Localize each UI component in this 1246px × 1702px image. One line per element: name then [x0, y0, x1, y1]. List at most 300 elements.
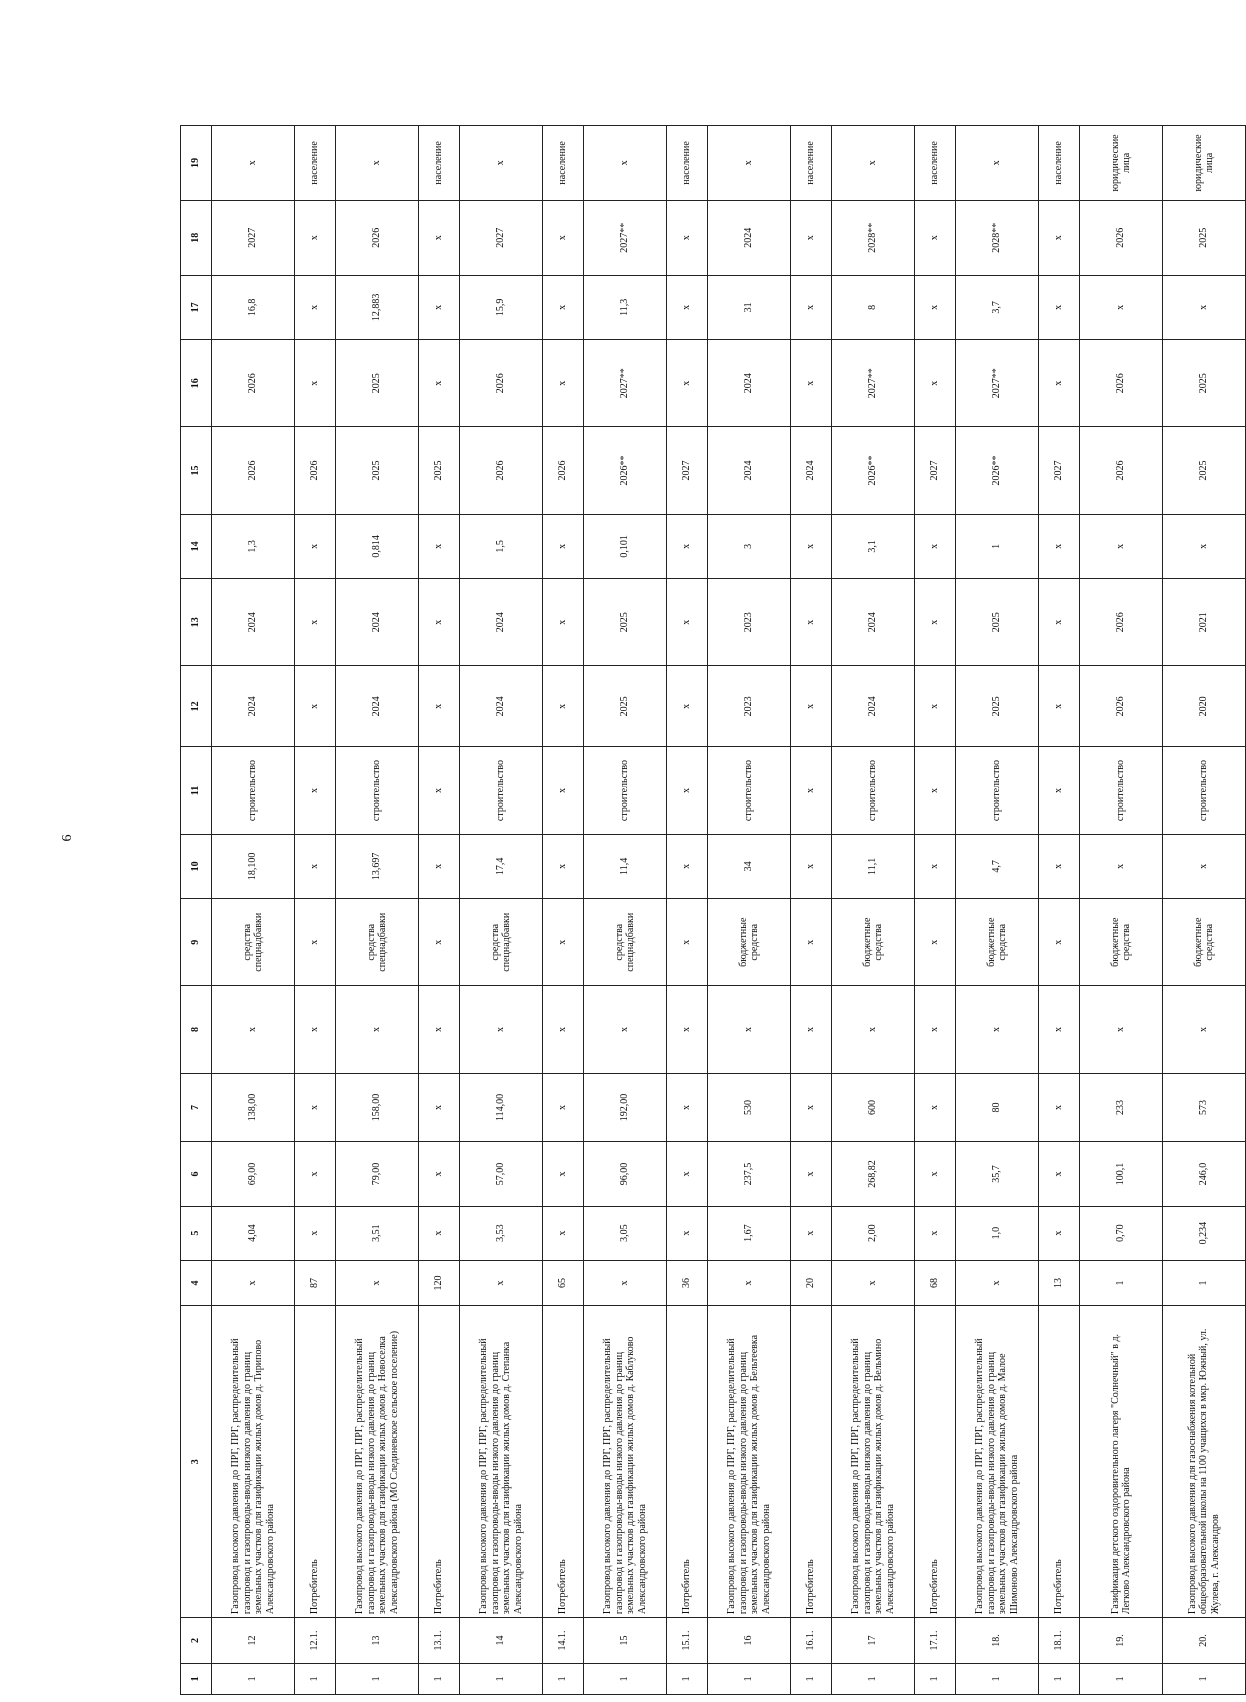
table-cell-col-6: 57,00 [460, 1142, 543, 1206]
table-wrapper [180, 125, 1221, 1695]
table-cell-col-16: x [543, 340, 584, 427]
column-header-14: 14 [181, 514, 212, 578]
table-cell-col-15: 2024 [791, 427, 832, 514]
table-cell-col-9: x [295, 899, 336, 986]
table-cell-col-2: 14.1. [543, 1618, 584, 1664]
table-cell-col-10: x [295, 834, 336, 898]
table-cell-col-12: x [543, 666, 584, 747]
table-cell-col-8: x [295, 986, 336, 1073]
table-cell-col-14: 0,101 [584, 514, 667, 578]
table-cell-col-4: x [956, 1260, 1039, 1306]
column-header-9: 9 [181, 899, 212, 986]
table-cell-col-1: 1 [295, 1663, 336, 1694]
table-cell-col-12: x [791, 666, 832, 747]
table-cell-col-2: 14 [460, 1618, 543, 1664]
table-cell-col-16: x [915, 340, 956, 427]
table-cell-col-12: 2025 [584, 666, 667, 747]
table-cell-col-1: 1 [708, 1663, 791, 1694]
table-cell-col-12: x [295, 666, 336, 747]
table-cell-col-1: 1 [543, 1663, 584, 1694]
table-cell-col-9: бюджетные средства [832, 899, 915, 986]
table-cell-col-10: x [1080, 834, 1163, 898]
table-cell-col-10: 4,7 [956, 834, 1039, 898]
table-cell-col-7: 192,00 [584, 1073, 667, 1142]
table-cell-col-19: x [460, 126, 543, 201]
table-cell-col-4: x [212, 1260, 295, 1306]
table-cell-col-11: x [419, 747, 460, 834]
table-cell-col-4: 1 [1163, 1260, 1246, 1306]
table-cell-col-7: x [419, 1073, 460, 1142]
table-cell-col-14: 1,3 [212, 514, 295, 578]
table-cell-col-2: 16 [708, 1618, 791, 1664]
table-cell-col-19: x [212, 126, 295, 201]
table-cell-col-4: x [460, 1260, 543, 1306]
table-cell-col-14: 0,814 [336, 514, 419, 578]
table-cell-col-3: Потребитель [791, 1306, 832, 1618]
table-cell-col-7: x [667, 1073, 708, 1142]
table-cell-col-2: 12.1. [295, 1618, 336, 1664]
table-cell-col-18: 2027 [460, 200, 543, 275]
table-cell-col-3: Потребитель [295, 1306, 336, 1618]
table-cell-col-5: 3,05 [584, 1206, 667, 1260]
table-cell-col-4: 36 [667, 1260, 708, 1306]
table-cell-col-13: 2021 [1163, 579, 1246, 666]
table-cell-col-5: 0,234 [1163, 1206, 1246, 1260]
table-cell-col-11: строительство [1163, 747, 1246, 834]
table-cell-col-9: средства спецнадбавки [212, 899, 295, 986]
table-cell-col-8: x [212, 986, 295, 1073]
table-cell-col-19: население [791, 126, 832, 201]
table-cell-col-15: 2025 [419, 427, 460, 514]
table-cell-col-3: Газопровод высокого давления до ПРГ, ПРГ, распределительный газопровод и газопроводы-вводы низкого давления до границ земельных участков для газификации жилых домов д. Бельтеевка Александровского района [708, 1306, 791, 1618]
table-cell-col-14: x [1080, 514, 1163, 578]
table-cell-col-18: x [295, 200, 336, 275]
column-header-7: 7 [181, 1073, 212, 1142]
table-cell-col-4: x [584, 1260, 667, 1306]
table-cell-col-6: 237,5 [708, 1142, 791, 1206]
table-cell-col-12: 2020 [1163, 666, 1246, 747]
table-cell-col-8: x [1163, 986, 1246, 1073]
table-cell-col-9: бюджетные средства [1163, 899, 1246, 986]
table-cell-col-14: x [295, 514, 336, 578]
table-cell-col-8: x [667, 986, 708, 1073]
column-number-header-row [181, 126, 212, 1695]
table-cell-col-17: x [543, 275, 584, 339]
consumer-row [915, 126, 956, 1695]
table-cell-col-18: x [667, 200, 708, 275]
table-cell-col-10: x [1163, 834, 1246, 898]
table-cell-col-4: 13 [1039, 1260, 1080, 1306]
table-cell-col-14: x [419, 514, 460, 578]
table-cell-col-12: x [667, 666, 708, 747]
table-cell-col-15: 2026 [295, 427, 336, 514]
table-cell-col-16: 2027** [584, 340, 667, 427]
table-cell-col-4: 20 [791, 1260, 832, 1306]
table-cell-col-6: x [667, 1142, 708, 1206]
table-cell-col-11: x [915, 747, 956, 834]
table-cell-col-6: x [791, 1142, 832, 1206]
table-cell-col-10: 17,4 [460, 834, 543, 898]
table-cell-col-14: 1 [956, 514, 1039, 578]
table-cell-col-18: x [915, 200, 956, 275]
table-cell-col-2: 16.1. [791, 1618, 832, 1664]
column-header-1: 1 [181, 1663, 212, 1694]
project-row [1163, 126, 1246, 1695]
table-cell-col-15: 2026** [832, 427, 915, 514]
table-cell-col-12: 2024 [336, 666, 419, 747]
table-cell-col-17: x [295, 275, 336, 339]
table-cell-col-1: 1 [791, 1663, 832, 1694]
column-header-16: 16 [181, 340, 212, 427]
table-cell-col-14: 1,5 [460, 514, 543, 578]
table-cell-col-7: 530 [708, 1073, 791, 1142]
table-cell-col-1: 1 [460, 1663, 543, 1694]
table-cell-col-14: x [667, 514, 708, 578]
table-cell-col-11: строительство [584, 747, 667, 834]
table-cell-col-10: 18,100 [212, 834, 295, 898]
table-cell-col-2: 15.1. [667, 1618, 708, 1664]
table-cell-col-2: 19. [1080, 1618, 1163, 1664]
table-cell-col-10: x [667, 834, 708, 898]
table-cell-col-6: x [1039, 1142, 1080, 1206]
table-cell-col-1: 1 [419, 1663, 460, 1694]
table-cell-col-4: 65 [543, 1260, 584, 1306]
table-cell-col-9: средства спецнадбавки [336, 899, 419, 986]
column-header-2: 2 [181, 1618, 212, 1664]
table-cell-col-17: 8 [832, 275, 915, 339]
table-cell-col-19: население [1039, 126, 1080, 201]
table-cell-col-15: 2026 [543, 427, 584, 514]
table-cell-col-10: x [419, 834, 460, 898]
table-cell-col-19: население [543, 126, 584, 201]
table-cell-col-13: x [667, 579, 708, 666]
table-cell-col-9: средства спецнадбавки [584, 899, 667, 986]
table-cell-col-8: x [336, 986, 419, 1073]
table-cell-col-2: 20. [1163, 1618, 1246, 1664]
table-cell-col-7: 138,00 [212, 1073, 295, 1142]
table-cell-col-5: 1,0 [956, 1206, 1039, 1260]
table-cell-col-13: 2023 [708, 579, 791, 666]
table-cell-col-13: 2024 [212, 579, 295, 666]
table-cell-col-16: 2024 [708, 340, 791, 427]
table-cell-col-12: 2026 [1080, 666, 1163, 747]
table-cell-col-16: x [1039, 340, 1080, 427]
table-cell-col-18: x [419, 200, 460, 275]
table-cell-col-15: 2024 [708, 427, 791, 514]
table-cell-col-7: 600 [832, 1073, 915, 1142]
table-cell-col-3: Газопровод высокого давления до ПРГ, ПРГ, распределительный газопровод и газопроводы-вводы низкого давления до границ земельных участков для газификации жилых домов д. Малое Шимоново Александровского района [956, 1306, 1039, 1618]
table-cell-col-3: Потребитель [667, 1306, 708, 1618]
table-cell-col-3: Газопровод высокого давления до ПРГ, ПРГ, распределительный газопровод и газопроводы-вводы низкого давления до границ земельных участков для газификации жилых домов д. Вельмино Александровского района [832, 1306, 915, 1618]
table-cell-col-11: строительство [1080, 747, 1163, 834]
table-cell-col-13: 2025 [584, 579, 667, 666]
table-cell-col-16: 2026 [1080, 340, 1163, 427]
table-cell-col-2: 12 [212, 1618, 295, 1664]
table-cell-col-2: 18.1. [1039, 1618, 1080, 1664]
table-cell-col-5: 2,00 [832, 1206, 915, 1260]
table-cell-col-4: 1 [1080, 1260, 1163, 1306]
column-header-4: 4 [181, 1260, 212, 1306]
table-cell-col-1: 1 [1163, 1663, 1246, 1694]
table-cell-col-14: 3,1 [832, 514, 915, 578]
table-cell-col-6: 246,0 [1163, 1142, 1246, 1206]
table-cell-col-16: x [419, 340, 460, 427]
table-cell-col-11: строительство [212, 747, 295, 834]
table-cell-col-4: 120 [419, 1260, 460, 1306]
table-cell-col-6: x [419, 1142, 460, 1206]
table-cell-col-10: x [1039, 834, 1080, 898]
table-cell-col-7: x [1039, 1073, 1080, 1142]
table-cell-col-12: x [419, 666, 460, 747]
page-number: 6 [60, 834, 75, 842]
table-cell-col-17: 15,9 [460, 275, 543, 339]
project-row [1080, 126, 1163, 1695]
table-cell-col-6: 100,1 [1080, 1142, 1163, 1206]
table-cell-col-8: x [419, 986, 460, 1073]
table-cell-col-5: 3,51 [336, 1206, 419, 1260]
table-cell-col-7: 158,00 [336, 1073, 419, 1142]
table-cell-col-15: 2027 [1039, 427, 1080, 514]
consumer-row [295, 126, 336, 1695]
table-cell-col-15: 2027 [667, 427, 708, 514]
table-cell-col-11: строительство [460, 747, 543, 834]
table-cell-col-3: Потребитель [419, 1306, 460, 1618]
table-cell-col-13: x [543, 579, 584, 666]
table-cell-col-5: x [295, 1206, 336, 1260]
table-cell-col-19: население [419, 126, 460, 201]
table-cell-col-4: 87 [295, 1260, 336, 1306]
table-cell-col-3: Газопровод высокого давления до ПРГ, ПРГ, распределительный газопровод и газопроводы-вводы низкого давления до границ земельных участков для газификации жилых домов д. Каблуково Александровского района [584, 1306, 667, 1618]
table-cell-col-8: x [460, 986, 543, 1073]
column-header-18: 18 [181, 200, 212, 275]
table-cell-col-10: 13,697 [336, 834, 419, 898]
table-cell-col-19: население [295, 126, 336, 201]
table-cell-col-18: 2027** [584, 200, 667, 275]
column-header-8: 8 [181, 986, 212, 1073]
column-header-6: 6 [181, 1142, 212, 1206]
table-cell-col-18: 2026 [336, 200, 419, 275]
table-cell-col-5: x [419, 1206, 460, 1260]
table-cell-col-18: 2026 [1080, 200, 1163, 275]
table-cell-col-1: 1 [212, 1663, 295, 1694]
table-cell-col-6: x [543, 1142, 584, 1206]
table-cell-col-7: x [791, 1073, 832, 1142]
table-cell-col-19: x [336, 126, 419, 201]
table-cell-col-15: 2026 [1080, 427, 1163, 514]
table-cell-col-5: x [543, 1206, 584, 1260]
table-cell-col-13: x [915, 579, 956, 666]
table-cell-col-13: x [1039, 579, 1080, 666]
table-cell-col-9: бюджетные средства [956, 899, 1039, 986]
table-cell-col-6: 35,7 [956, 1142, 1039, 1206]
table-cell-col-15: 2026** [584, 427, 667, 514]
table-cell-col-7: x [295, 1073, 336, 1142]
table-cell-col-2: 17 [832, 1618, 915, 1664]
table-cell-col-19: юридические лица [1080, 126, 1163, 201]
table-cell-col-1: 1 [1039, 1663, 1080, 1694]
table-cell-col-5: 3,53 [460, 1206, 543, 1260]
column-header-5: 5 [181, 1206, 212, 1260]
table-cell-col-11: x [791, 747, 832, 834]
table-cell-col-3: Потребитель [1039, 1306, 1080, 1618]
rotated-page-content [180, 125, 1221, 1695]
table-cell-col-9: x [543, 899, 584, 986]
table-cell-col-1: 1 [584, 1663, 667, 1694]
table-cell-col-13: 2024 [460, 579, 543, 666]
table-cell-col-9: x [1039, 899, 1080, 986]
table-cell-col-13: x [419, 579, 460, 666]
table-cell-col-16: 2025 [336, 340, 419, 427]
table-cell-col-11: x [667, 747, 708, 834]
table-cell-col-16: x [295, 340, 336, 427]
table-cell-col-14: x [543, 514, 584, 578]
table-cell-col-6: 268,82 [832, 1142, 915, 1206]
table-cell-col-17: 11,3 [584, 275, 667, 339]
table-cell-col-8: x [543, 986, 584, 1073]
table-cell-col-13: 2024 [336, 579, 419, 666]
table-cell-col-12: 2023 [708, 666, 791, 747]
table-cell-col-11: x [543, 747, 584, 834]
table-cell-col-15: 2025 [1163, 427, 1246, 514]
table-cell-col-7: x [543, 1073, 584, 1142]
table-cell-col-10: 34 [708, 834, 791, 898]
table-cell-col-17: x [1080, 275, 1163, 339]
table-cell-col-13: 2024 [832, 579, 915, 666]
table-cell-col-6: 79,00 [336, 1142, 419, 1206]
table-cell-col-13: x [791, 579, 832, 666]
table-cell-col-8: x [1039, 986, 1080, 1073]
table-cell-col-8: x [708, 986, 791, 1073]
table-cell-col-3: Газопровод высокого давления до ПРГ, ПРГ, распределительный газопровод и газопроводы-вводы низкого давления до границ земельных участков для газификации жилых домов д. Степанка Александровского района [460, 1306, 543, 1618]
table-cell-col-16: 2026 [460, 340, 543, 427]
table-cell-col-16: 2026 [212, 340, 295, 427]
table-cell-col-9: x [419, 899, 460, 986]
table-cell-col-9: x [667, 899, 708, 986]
table-cell-col-3: Газопровод высокого давления до ПРГ, ПРГ, распределительный газопровод и газопроводы-вводы низкого давления до границ земельных участков для газификации жилых домов д. Новоселка Александровского района (МО Слединевское сельское поселение) [336, 1306, 419, 1618]
table-cell-col-11: строительство [956, 747, 1039, 834]
table-cell-col-7: 80 [956, 1073, 1039, 1142]
table-cell-col-1: 1 [956, 1663, 1039, 1694]
table-cell-col-2: 17.1. [915, 1618, 956, 1664]
table-cell-col-17: 3,7 [956, 275, 1039, 339]
column-header-10: 10 [181, 834, 212, 898]
table-cell-col-11: строительство [708, 747, 791, 834]
table-cell-col-7: x [915, 1073, 956, 1142]
project-row [584, 126, 667, 1695]
table-cell-col-14: x [791, 514, 832, 578]
project-row [336, 126, 419, 1695]
table-cell-col-19: x [584, 126, 667, 201]
project-row [212, 126, 295, 1695]
table-cell-col-9: x [915, 899, 956, 986]
table-cell-col-19: x [956, 126, 1039, 201]
column-header-17: 17 [181, 275, 212, 339]
table-cell-col-12: 2024 [212, 666, 295, 747]
table-cell-col-18: x [1039, 200, 1080, 275]
table-cell-col-4: x [832, 1260, 915, 1306]
table-cell-col-5: x [791, 1206, 832, 1260]
table-cell-col-5: x [667, 1206, 708, 1260]
table-cell-col-19: x [708, 126, 791, 201]
consumer-row [667, 126, 708, 1695]
table-cell-col-9: средства спецнадбавки [460, 899, 543, 986]
table-cell-col-11: строительство [336, 747, 419, 834]
table-cell-col-16: 2025 [1163, 340, 1246, 427]
table-cell-col-18: 2024 [708, 200, 791, 275]
column-header-15: 15 [181, 427, 212, 514]
table-cell-col-18: x [543, 200, 584, 275]
column-header-12: 12 [181, 666, 212, 747]
table-cell-col-19: население [667, 126, 708, 201]
table-cell-col-2: 13 [336, 1618, 419, 1664]
table-cell-col-16: 2027** [832, 340, 915, 427]
table-cell-col-6: 96,00 [584, 1142, 667, 1206]
gas-pipeline-program-table [180, 125, 1246, 1695]
table-cell-col-7: 233 [1080, 1073, 1163, 1142]
table-cell-col-8: x [915, 986, 956, 1073]
table-cell-col-2: 15 [584, 1618, 667, 1664]
table-cell-col-18: 2028** [832, 200, 915, 275]
table-cell-col-14: x [915, 514, 956, 578]
table-cell-col-18: x [791, 200, 832, 275]
table-cell-col-8: x [791, 986, 832, 1073]
table-cell-col-2: 13.1. [419, 1618, 460, 1664]
table-cell-col-17: x [419, 275, 460, 339]
table-cell-col-3: Газопровод высокого давления до ПРГ, ПРГ, распределительный газопровод и газопроводы-вводы низкого давления до границ земельных участков для газификации жилых домов д. Тирипово Александровского района [212, 1306, 295, 1618]
table-cell-col-17: 16,8 [212, 275, 295, 339]
table-cell-col-6: x [915, 1142, 956, 1206]
table-cell-col-19: население [915, 126, 956, 201]
table-cell-col-12: 2024 [460, 666, 543, 747]
table-cell-col-9: x [791, 899, 832, 986]
table-cell-col-11: строительство [832, 747, 915, 834]
consumer-row [419, 126, 460, 1695]
table-cell-col-9: бюджетные средства [708, 899, 791, 986]
table-cell-col-2: 18. [956, 1618, 1039, 1664]
table-cell-col-15: 2025 [336, 427, 419, 514]
table-cell-col-15: 2026** [956, 427, 1039, 514]
table-cell-col-11: x [295, 747, 336, 834]
table-cell-col-13: x [295, 579, 336, 666]
table-cell-col-5: x [915, 1206, 956, 1260]
table-cell-col-5: 0,70 [1080, 1206, 1163, 1260]
table-cell-col-7: 573 [1163, 1073, 1246, 1142]
table-cell-col-12: 2024 [832, 666, 915, 747]
project-row [460, 126, 543, 1695]
table-cell-col-5: 1,67 [708, 1206, 791, 1260]
table-cell-col-3: Газификация детского оздоровительного лагеря "Солнечный" в д. Легково Александровского района [1080, 1306, 1163, 1618]
table-cell-col-17: 12,883 [336, 275, 419, 339]
table-cell-col-10: x [791, 834, 832, 898]
project-row [832, 126, 915, 1695]
table-cell-col-12: x [1039, 666, 1080, 747]
table-cell-col-15: 2027 [915, 427, 956, 514]
table-cell-col-8: x [1080, 986, 1163, 1073]
table-cell-col-16: x [667, 340, 708, 427]
table-cell-col-19: x [832, 126, 915, 201]
table-cell-col-13: 2025 [956, 579, 1039, 666]
table-cell-col-6: 69,00 [212, 1142, 295, 1206]
consumer-row [543, 126, 584, 1695]
column-header-19: 19 [181, 126, 212, 201]
table-cell-col-7: 114,00 [460, 1073, 543, 1142]
project-row [956, 126, 1039, 1695]
table-cell-col-10: 11,1 [832, 834, 915, 898]
table-cell-col-18: 2028** [956, 200, 1039, 275]
table-cell-col-1: 1 [915, 1663, 956, 1694]
table-cell-col-10: x [915, 834, 956, 898]
column-header-3: 3 [181, 1306, 212, 1618]
